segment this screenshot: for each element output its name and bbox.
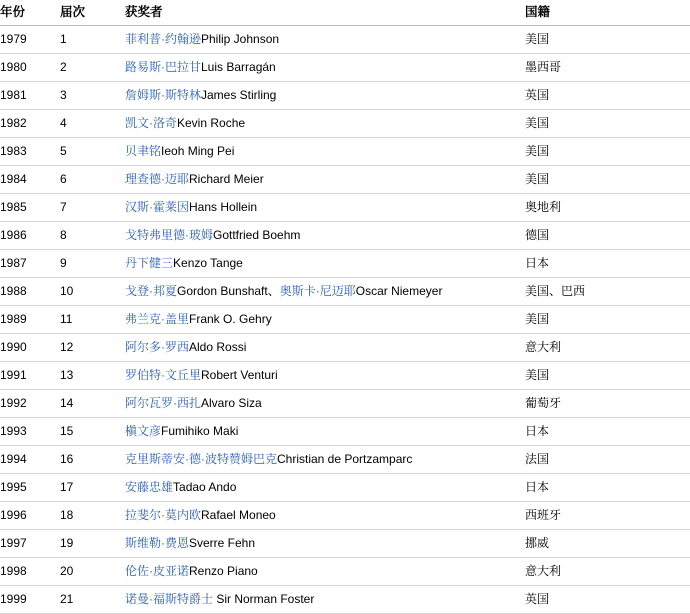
winner-latin-name: Gottfried Boehm — [213, 228, 301, 242]
cell-edition: 4 — [60, 110, 125, 138]
cell-winner — [125, 278, 525, 306]
table-row — [0, 418, 690, 446]
cell-edition: 16 — [60, 446, 125, 474]
cell-winner — [125, 82, 525, 110]
winner-latin-name: Alvaro Siza — [201, 396, 262, 410]
winner-link[interactable]: 安藤忠雄 — [125, 480, 174, 494]
table-row — [0, 446, 690, 474]
cell-winner — [125, 334, 525, 362]
cell-country: 美国 — [525, 26, 690, 54]
winner-latin-name: Rafael Moneo — [201, 508, 276, 522]
cell-year: 1989 — [0, 306, 60, 334]
winner-link[interactable]: 伦佐·皮亚诺 — [125, 564, 189, 578]
winner-latin-name: Fumihiko Maki — [161, 424, 239, 438]
winner-link[interactable]: 罗伯特·文丘里 — [125, 368, 201, 382]
table-header — [0, 0, 690, 26]
cell-winner — [125, 446, 525, 474]
cell-year: 1981 — [0, 82, 60, 110]
table-row — [0, 166, 690, 194]
cell-edition: 14 — [60, 390, 125, 418]
cell-country: 意大利 — [525, 558, 690, 586]
cell-edition: 1 — [60, 26, 125, 54]
winner-link[interactable]: 阿尔多·罗西 — [125, 340, 189, 354]
cell-year: 1993 — [0, 418, 60, 446]
table-row — [0, 82, 690, 110]
winner-latin-name: Aldo Rossi — [189, 340, 247, 354]
winner-link-secondary[interactable]: 奥斯卡·尼迈耶 — [279, 284, 356, 298]
cell-country: 英国 — [525, 82, 690, 110]
table-row — [0, 110, 690, 138]
cell-edition: 19 — [60, 530, 125, 558]
winner-latin-name: Luis Barragán — [201, 60, 276, 74]
winner-separator: 、 — [267, 284, 280, 298]
cell-year: 1994 — [0, 446, 60, 474]
cell-year: 1996 — [0, 502, 60, 530]
cell-country: 美国 — [525, 138, 690, 166]
winner-link[interactable]: 詹姆斯·斯特林 — [125, 88, 201, 102]
cell-year: 1987 — [0, 250, 60, 278]
table-row — [0, 138, 690, 166]
cell-winner — [125, 502, 525, 530]
cell-year: 1982 — [0, 110, 60, 138]
cell-year: 1983 — [0, 138, 60, 166]
cell-winner — [125, 222, 525, 250]
winner-link[interactable]: 丹下健三 — [125, 256, 174, 270]
cell-winner — [125, 306, 525, 334]
cell-edition: 18 — [60, 502, 125, 530]
table-row — [0, 586, 690, 614]
cell-edition: 6 — [60, 166, 125, 194]
table-row — [0, 194, 690, 222]
cell-year: 1997 — [0, 530, 60, 558]
cell-edition: 8 — [60, 222, 125, 250]
column-header-winner: 获奖者 — [125, 0, 525, 26]
table-row — [0, 530, 690, 558]
cell-country: 美国 — [525, 306, 690, 334]
cell-country: 美国 — [525, 166, 690, 194]
winner-link[interactable]: 汉斯·霍莱因 — [125, 200, 189, 214]
cell-year: 1990 — [0, 334, 60, 362]
cell-country: 日本 — [525, 474, 690, 502]
cell-year: 1999 — [0, 586, 60, 614]
cell-country: 意大利 — [525, 334, 690, 362]
winner-link[interactable]: 戈登·邦夏 — [125, 284, 177, 298]
winner-latin-name: Philip Johnson — [201, 32, 280, 46]
cell-edition: 20 — [60, 558, 125, 586]
cell-edition: 9 — [60, 250, 125, 278]
cell-country: 法国 — [525, 446, 690, 474]
cell-edition: 7 — [60, 194, 125, 222]
table-row — [0, 306, 690, 334]
winner-latin-name: Sir Norman Foster — [213, 592, 315, 606]
cell-winner — [125, 474, 525, 502]
cell-edition: 12 — [60, 334, 125, 362]
table-body — [0, 26, 690, 614]
cell-country: 美国 — [525, 362, 690, 390]
cell-winner — [125, 558, 525, 586]
winner-latin-name: Ieoh Ming Pei — [161, 144, 235, 158]
column-header-country: 国籍 — [525, 0, 690, 26]
cell-winner — [125, 26, 525, 54]
table-row — [0, 558, 690, 586]
cell-year: 1992 — [0, 390, 60, 418]
winner-link[interactable]: 戈特弗里德·玻姆 — [125, 228, 213, 242]
cell-year: 1979 — [0, 26, 60, 54]
winner-latin-name: Kenzo Tange — [173, 256, 243, 270]
cell-edition: 13 — [60, 362, 125, 390]
cell-country: 美国 — [525, 110, 690, 138]
table-row — [0, 390, 690, 418]
winner-latin-name: Hans Hollein — [189, 200, 258, 214]
winner-latin-name: Richard Meier — [189, 172, 264, 186]
table-row — [0, 222, 690, 250]
cell-winner — [125, 418, 525, 446]
column-header-edition: 届次 — [60, 0, 125, 26]
winner-link[interactable]: 槇文彦 — [125, 424, 162, 438]
cell-country: 日本 — [525, 250, 690, 278]
winner-link[interactable]: 克里斯蒂安·德·波特赞姆巴克 — [125, 452, 277, 466]
winner-link[interactable]: 诺曼·福斯特爵士 — [125, 592, 213, 606]
cell-country: 墨西哥 — [525, 54, 690, 82]
winner-link[interactable]: 理查德·迈耶 — [125, 172, 189, 186]
winner-link[interactable]: 路易斯·巴拉甘 — [125, 60, 201, 74]
table-row — [0, 474, 690, 502]
table-row — [0, 334, 690, 362]
cell-winner — [125, 250, 525, 278]
winner-link[interactable]: 阿尔瓦罗·西扎 — [125, 396, 201, 410]
winner-latin-name: Sverre Fehn — [189, 536, 256, 550]
cell-edition: 17 — [60, 474, 125, 502]
column-header-year: 年份 — [0, 0, 60, 26]
winner-latin-name: Gordon Bunshaft — [177, 284, 268, 298]
cell-edition: 5 — [60, 138, 125, 166]
winner-link[interactable]: 斯维勒·费恩 — [125, 536, 189, 550]
winner-link[interactable]: 凯文·洛奇 — [125, 116, 177, 130]
cell-year: 1988 — [0, 278, 60, 306]
winner-latin-name: Tadao Ando — [173, 480, 237, 494]
table-row — [0, 26, 690, 54]
winner-latin-name-secondary: Oscar Niemeyer — [355, 284, 443, 298]
cell-year: 1991 — [0, 362, 60, 390]
cell-edition: 2 — [60, 54, 125, 82]
cell-edition: 15 — [60, 418, 125, 446]
table-row — [0, 278, 690, 306]
cell-country: 挪威 — [525, 530, 690, 558]
cell-country: 美国、巴西 — [525, 278, 690, 306]
cell-winner — [125, 362, 525, 390]
winner-link[interactable]: 贝聿铭 — [125, 144, 162, 158]
cell-winner — [125, 390, 525, 418]
cell-year: 1980 — [0, 54, 60, 82]
cell-winner — [125, 110, 525, 138]
cell-edition: 10 — [60, 278, 125, 306]
cell-country: 英国 — [525, 586, 690, 614]
cell-edition: 21 — [60, 586, 125, 614]
cell-winner — [125, 54, 525, 82]
cell-country: 奥地利 — [525, 194, 690, 222]
winner-latin-name: Renzo Piano — [189, 564, 258, 578]
header-row — [0, 0, 690, 26]
cell-winner — [125, 530, 525, 558]
cell-edition: 3 — [60, 82, 125, 110]
winner-latin-name: Christian de Portzamparc — [277, 452, 413, 466]
cell-winner — [125, 166, 525, 194]
winner-link[interactable]: 弗兰克·盖里 — [125, 312, 189, 326]
table-row — [0, 54, 690, 82]
table-row — [0, 250, 690, 278]
cell-year: 1986 — [0, 222, 60, 250]
cell-year: 1998 — [0, 558, 60, 586]
cell-winner — [125, 194, 525, 222]
cell-edition: 11 — [60, 306, 125, 334]
winner-latin-name: James Stirling — [201, 88, 277, 102]
cell-country: 日本 — [525, 418, 690, 446]
cell-year: 1995 — [0, 474, 60, 502]
winner-link[interactable]: 拉斐尔·莫内欧 — [125, 508, 201, 522]
cell-year: 1985 — [0, 194, 60, 222]
winner-latin-name: Kevin Roche — [177, 116, 246, 130]
table-row — [0, 362, 690, 390]
cell-country: 德国 — [525, 222, 690, 250]
table-row — [0, 502, 690, 530]
winner-latin-name: Frank O. Gehry — [189, 312, 272, 326]
cell-winner — [125, 586, 525, 614]
cell-country: 葡萄牙 — [525, 390, 690, 418]
cell-winner — [125, 138, 525, 166]
winner-latin-name: Robert Venturi — [201, 368, 278, 382]
cell-country: 西班牙 — [525, 502, 690, 530]
cell-year: 1984 — [0, 166, 60, 194]
winner-link[interactable]: 菲利普·约翰逊 — [125, 32, 201, 46]
